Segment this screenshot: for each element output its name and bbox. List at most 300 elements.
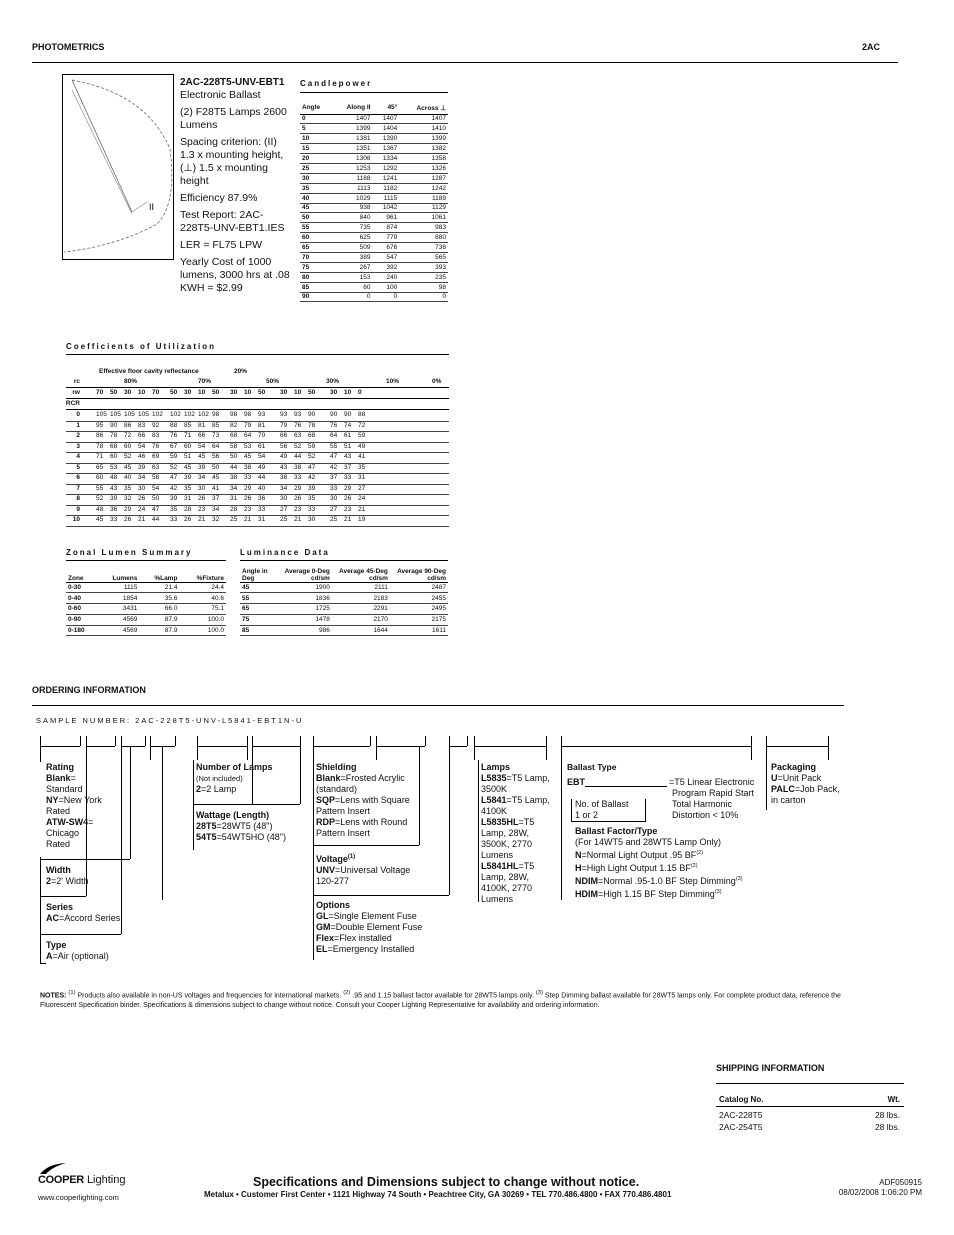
candlepower-cell: 1399: [332, 124, 372, 134]
cu-rw-value: 30: [230, 389, 238, 396]
candlepower-cell: 100: [372, 282, 399, 292]
cu-cell: 64: [244, 432, 252, 439]
option-line: [46, 795, 126, 806]
zonal-row: [66, 593, 226, 604]
option-desc: =2 Lamp: [201, 784, 237, 794]
cu-rcr-value: 7: [76, 484, 80, 492]
option-desc: =Lens with Round: [335, 817, 408, 827]
cu-cell: 34: [230, 484, 238, 492]
address: Metalux • Customer First Center • 1121 Highway 74 South • Peachtree City, GA 30269 • TEL 770.486.4800 • FAX 770.486.4801: [204, 1190, 672, 1199]
cu-cell: 39: [198, 463, 206, 471]
connector-line: [40, 859, 130, 860]
luminance-cell: 2487: [390, 582, 448, 593]
cu-rc-value: 50%: [266, 378, 280, 385]
header-rule: [32, 62, 898, 63]
option-code: AC: [46, 913, 59, 923]
cu-cell: 93: [280, 411, 288, 418]
zonal-cell: 87.9: [139, 625, 179, 636]
ballast-factor-line: [575, 874, 775, 887]
connector-line: [313, 746, 314, 760]
cu-cell: 35: [124, 484, 132, 492]
option-line: [46, 784, 126, 795]
candlepower-cell: 0: [372, 292, 399, 302]
zonal-title: Zonal Lumen Summary: [66, 548, 193, 557]
cu-cell: 21: [358, 505, 366, 513]
candlepower-row: [300, 144, 448, 154]
option-line: [481, 839, 553, 850]
luminance-cell: 1644: [332, 625, 390, 636]
block-title-text: Voltage: [316, 854, 348, 864]
option-code: NY: [46, 795, 59, 805]
candlepower-cell: 85: [300, 282, 332, 292]
candlepower-row: [300, 124, 448, 134]
cu-cell: 86: [124, 421, 132, 429]
cu-rcr-value: 10: [72, 516, 80, 523]
connector-line: [197, 736, 198, 746]
option-code: UNV: [316, 865, 336, 875]
connector-line: [474, 736, 475, 746]
option-line: [316, 911, 446, 922]
cu-cell: 59: [358, 432, 366, 439]
connector-line: [751, 736, 752, 746]
ballast-desc-line: Total Harmonic: [672, 799, 733, 809]
cu-cell: 33: [258, 505, 266, 513]
luminance-title: Luminance Data: [240, 548, 330, 557]
option-line: [196, 821, 306, 832]
cu-cell: 55: [96, 484, 104, 492]
cu-cell: 93: [294, 411, 302, 418]
cu-rw-value: 0: [358, 389, 362, 396]
luminance-cell: 2183: [332, 593, 390, 604]
cu-cell: 68: [308, 432, 316, 439]
option-code: NDIM: [575, 876, 598, 886]
candlepower-cell: 565: [399, 252, 448, 262]
connector-line: [313, 746, 370, 747]
cu-cell: 52: [294, 442, 302, 450]
option-desc: =Frosted Acrylic: [340, 773, 405, 783]
cu-cell: 37: [212, 495, 220, 502]
cu-cell: 45: [212, 474, 220, 481]
cu-cell: 50: [212, 463, 220, 471]
candlepower-cell: 1334: [372, 154, 399, 164]
candlepower-cell: 267: [332, 262, 372, 272]
candlepower-cell: 961: [372, 213, 399, 223]
cu-rw-value: 30: [124, 389, 132, 396]
document-id: ADF050915: [879, 1178, 922, 1187]
option-code: L5835HL: [481, 817, 519, 827]
footnote-ref: (3): [714, 889, 722, 895]
ballast-code: EBT: [567, 777, 585, 787]
cu-cell: 26: [244, 495, 252, 502]
luminance-header: Average 45-Deg cd/sm: [332, 560, 390, 582]
candlepower-header: Along II: [332, 102, 372, 114]
option-line: [196, 784, 306, 795]
block-title-text: Options: [316, 900, 350, 910]
packaging-block: [771, 762, 851, 806]
candlepower-cell: 60: [300, 233, 332, 243]
cu-cell: 33: [170, 516, 178, 523]
option-code: RDP: [316, 817, 336, 827]
option-desc: =Double Element Fuse: [330, 922, 423, 932]
option-code: A: [46, 951, 53, 961]
cu-cell: 102: [184, 411, 195, 418]
block-title: [46, 940, 176, 951]
zonal-row: [66, 582, 226, 593]
cu-cell: 26: [344, 495, 352, 502]
candlepower-cell: 10: [300, 134, 332, 144]
wattage-block: [196, 810, 306, 843]
candlepower-cell: 1407: [332, 114, 372, 124]
cu-cell: 47: [308, 463, 316, 471]
candlepower-cell: 1029: [332, 193, 372, 203]
zonal-cell: 87.9: [139, 614, 179, 625]
block-title-text: Packaging: [771, 762, 817, 772]
cu-cell: 47: [330, 453, 338, 460]
zonal-cell: 66.0: [139, 604, 179, 615]
cu-cell: 53: [244, 442, 252, 450]
note-ref: (1): [68, 990, 76, 996]
luminance-cell: 1478: [276, 614, 332, 625]
zonal-row: [66, 614, 226, 625]
option-desc: =T5: [518, 817, 535, 827]
cu-cell: 30: [308, 516, 316, 523]
cu-rcr-value: 4: [76, 453, 80, 460]
ballast-count-title: No. of Ballast: [575, 799, 629, 809]
rating-block: [46, 762, 126, 850]
option-desc: =Normal .95-1.0 BF Step Dimming: [598, 876, 736, 886]
cu-cell: 33: [294, 474, 302, 481]
option-desc: =Lens with Square: [335, 795, 410, 805]
option-desc: =2' Width: [51, 876, 89, 886]
option-line: [481, 817, 553, 828]
note-text: Step Dimming ballast available for 28WT5 lamps only. For complete product data, reference the Fluorescent Specification binder. Specifications & dimensions subject to change without notice. Consult your Cooper Lighting Representative for availability and ordering information.: [40, 992, 841, 1010]
luminance-cell: 1900: [276, 582, 332, 593]
cu-cell: 83: [138, 421, 146, 429]
connector-line: [145, 736, 146, 746]
block-title: [316, 762, 416, 773]
cu-cell: 64: [330, 432, 338, 439]
candlepower-header: Angle: [300, 102, 332, 114]
cu-cell: 36: [258, 495, 266, 502]
candlepower-cell: 20: [300, 154, 332, 164]
cu-cell: 90: [344, 411, 352, 418]
document-date: 08/02/2008 1:06:20 PM: [838, 1188, 922, 1197]
connector-line: [313, 736, 314, 746]
candlepower-row: [300, 114, 448, 124]
cu-cell: 71: [96, 453, 104, 460]
luminance-cell: 1725: [276, 604, 332, 615]
option-code: L5841: [481, 795, 507, 805]
option-line: [46, 951, 176, 962]
candlepower-cell: 1358: [399, 154, 448, 164]
option-line: [481, 850, 553, 861]
connector-line: [561, 746, 562, 900]
cu-cell: 38: [294, 463, 302, 471]
candlepower-cell: 1367: [372, 144, 399, 154]
cu-cell: 82: [230, 421, 238, 429]
cu-cell: 23: [344, 505, 352, 513]
cu-cell: 31: [358, 474, 366, 481]
candlepower-cell: 5: [300, 124, 332, 134]
connector-line: [115, 736, 116, 746]
cu-rcr-value: 3: [76, 442, 80, 450]
cu-cell: 35: [308, 495, 316, 502]
candlepower-cell: 1189: [399, 193, 448, 203]
cu-rw-value: 10: [244, 389, 252, 396]
connector-line: [175, 736, 176, 746]
cu-cell: 47: [152, 505, 160, 513]
cu-cell: 25: [230, 516, 238, 523]
candlepower-cell: 1292: [372, 163, 399, 173]
candlepower-cell: 1404: [372, 124, 399, 134]
info-line: Efficiency 87.9%: [180, 192, 258, 204]
option-code: 2: [196, 784, 202, 794]
cu-title: Coefficients of Utilization: [66, 342, 216, 351]
option-code: 54T5: [196, 832, 217, 842]
candlepower-cell: 240: [372, 272, 399, 282]
option-line: [316, 922, 446, 933]
cu-cell: 54: [258, 453, 266, 460]
photometric-info: [180, 76, 292, 295]
cu-cell: 66: [138, 432, 146, 439]
cu-cell: 50: [152, 495, 160, 502]
luminance-cell: 2495: [390, 604, 448, 615]
option-desc: Lumens: [481, 850, 514, 860]
cu-cell: 43: [344, 453, 352, 460]
floor-reflectance-value: 20%: [234, 368, 248, 375]
cu-cell: 69: [152, 453, 160, 460]
candlepower-cell: 509: [332, 243, 372, 253]
cu-cell: 21: [138, 516, 146, 523]
product-code: 2AC: [862, 42, 881, 52]
ordering-rule: [32, 705, 844, 706]
option-line: [771, 773, 851, 784]
cu-cell: 45: [198, 453, 206, 460]
option-code: EL: [316, 944, 328, 954]
ballast-block: [567, 762, 767, 899]
candlepower-cell: 80: [300, 272, 332, 282]
ballast-count: [571, 799, 646, 822]
cu-cell: 56: [280, 442, 288, 450]
candlepower-cell: 55: [300, 223, 332, 233]
option-code: 2: [46, 876, 52, 886]
cu-cell: 45: [124, 463, 132, 471]
cu-cell: 68: [110, 442, 118, 450]
connector-line: [150, 736, 151, 746]
luminance-cell: 2170: [332, 614, 390, 625]
connector-line: [370, 736, 371, 746]
cu-cell: 26: [138, 495, 146, 502]
cu-cell: 68: [230, 432, 238, 439]
cu-cell: 54: [198, 442, 206, 450]
candlepower-cell: 235: [399, 272, 448, 282]
connector-line: [546, 736, 547, 746]
cu-cell: 33: [244, 474, 252, 481]
cu-cell: 70: [258, 432, 266, 439]
cu-cell: 64: [212, 442, 220, 450]
candlepower-row: [300, 134, 448, 144]
connector-line: [300, 736, 301, 746]
zonal-cell: 0-40: [66, 593, 97, 604]
cu-cell: 63: [152, 463, 160, 471]
option-desc: =54WT5HO (48"): [216, 832, 286, 842]
candlepower-cell: 779: [372, 233, 399, 243]
option-line: [316, 773, 416, 784]
cu-cell: 26: [124, 516, 132, 523]
ballast-desc-line: =T5 Linear Electronic: [669, 777, 755, 787]
cu-cell: 38: [244, 463, 252, 471]
cu-cell: 67: [170, 442, 178, 450]
zonal-cell: 24.4: [179, 582, 226, 593]
candlepower-cell: 1129: [399, 203, 448, 213]
cu-cell: 29: [124, 505, 132, 513]
candlepower-cell: 392: [372, 262, 399, 272]
zonal-cell: 0-90: [66, 614, 97, 625]
candlepower-cell: 874: [372, 223, 399, 233]
cu-cell: 44: [258, 474, 266, 481]
option-line: [316, 933, 446, 944]
cu-rw-value: 30: [184, 389, 192, 396]
candlepower-row: [300, 272, 448, 282]
candlepower-cell: 45: [300, 203, 332, 213]
candlepower-cell: 1407: [399, 114, 448, 124]
cu-cell: 105: [138, 411, 149, 418]
zonal-cell: 1115: [97, 582, 140, 593]
cu-cell: 51: [184, 453, 192, 460]
option-line: [316, 795, 416, 806]
connector-line: [193, 760, 194, 850]
cu-rw-value: 10: [344, 389, 352, 396]
candlepower-cell: 735: [332, 223, 372, 233]
block-title-text: Series: [46, 902, 74, 912]
candlepower-cell: 60: [332, 282, 372, 292]
zonal-cell: 0-60: [66, 604, 97, 615]
option-desc: =Accord Series: [59, 913, 121, 923]
cu-cell: 72: [358, 421, 366, 429]
info-line: Yearly Cost of 1000 lumens, 3000 hrs at .08 KWH = $2.99: [180, 256, 290, 294]
option-desc: Pattern Insert: [316, 806, 371, 816]
cu-cell: 58: [230, 442, 238, 450]
cu-cell: 34: [198, 474, 206, 481]
connector-line: [86, 736, 87, 746]
cu-cell: 27: [330, 505, 338, 513]
option-desc: Pattern Insert: [316, 828, 371, 838]
zonal-header: %Lamp: [139, 570, 179, 582]
block-subtitle: (Not included): [196, 774, 243, 783]
zonal-cell: 3431: [97, 604, 140, 615]
option-desc: =Normal Light Output .95 BF: [581, 850, 697, 860]
cu-cell: 43: [280, 463, 288, 471]
cu-cell: 41: [212, 484, 220, 492]
luminance-cell: 85: [240, 625, 276, 636]
connector-line: [247, 736, 248, 746]
cu-cell: 28: [230, 505, 238, 513]
option-code: U: [771, 773, 778, 783]
candlepower-row: [300, 292, 448, 302]
cu-cell: 49: [280, 453, 288, 460]
option-desc: Lamp, 28W,: [481, 828, 530, 838]
connector-line: [40, 934, 121, 935]
luminance-cell: 55: [240, 593, 276, 604]
cu-rcr-value: 8: [76, 495, 80, 502]
note-ref: (3): [535, 990, 543, 996]
luminance-cell: 2455: [390, 593, 448, 604]
connector-line: [252, 746, 300, 747]
option-line: [481, 795, 553, 806]
option-desc: =Unit Pack: [777, 773, 822, 783]
cu-cell: 21: [198, 516, 206, 523]
zonal-row: [66, 625, 226, 636]
zonal-cell: 100.0: [179, 614, 226, 625]
cu-cell: 32: [212, 516, 220, 523]
cu-cell: 52: [96, 495, 104, 502]
cu-cell: 53: [110, 463, 118, 471]
cu-cell: 24: [358, 495, 366, 502]
option-desc: Rated: [46, 839, 71, 849]
shipping-row: 2AC-254T5: [719, 1122, 763, 1132]
connector-line: [40, 736, 41, 746]
ordering-title: ORDERING INFORMATION: [32, 685, 146, 695]
width-block: [46, 865, 130, 887]
cu-cell: 105: [96, 411, 107, 418]
cu-rw-value: 70: [152, 389, 160, 396]
cu-cell: 60: [184, 442, 192, 450]
cu-cell: 88: [358, 411, 366, 418]
block-title: [771, 762, 851, 773]
connector-line: [40, 857, 41, 963]
connector-line: [40, 963, 46, 964]
candlepower-cell: 1308: [332, 154, 372, 164]
option-desc: Lumens: [481, 894, 514, 904]
candlepower-header: 45°: [372, 102, 399, 114]
cu-cell: 48: [96, 505, 104, 513]
cu-cell: 46: [138, 453, 146, 460]
cu-rw-value: 30: [330, 389, 338, 396]
ballast-desc-line: Program Rapid Start: [672, 788, 755, 798]
ballast-title: Ballast Type: [567, 762, 617, 772]
connector-line: [419, 746, 420, 845]
connector-line: [130, 746, 131, 859]
connector-line: [80, 736, 81, 746]
notes-label: NOTES:: [40, 992, 67, 1000]
cu-rw-value: 50: [258, 389, 266, 396]
candlepower-cell: 1381: [332, 134, 372, 144]
connector-line: [40, 746, 41, 762]
cu-rc-label: rc: [73, 378, 80, 385]
connector-line: [449, 736, 450, 746]
option-code: Blank: [316, 773, 341, 783]
cu-cell: 81: [258, 421, 266, 429]
cu-cell: 38: [230, 474, 238, 481]
luminance-table: [240, 560, 448, 636]
connector-line: [247, 746, 248, 760]
candlepower-cell: 0: [399, 292, 448, 302]
cu-cell: 52: [308, 453, 316, 460]
cu-rw-value: 10: [198, 389, 206, 396]
note-text: .95 and 1.15 ballast factor available for 28WT5 lamps only.: [350, 992, 536, 1000]
option-line: [481, 784, 553, 795]
cu-cell: 34: [280, 484, 288, 492]
cu-cell: 39: [138, 463, 146, 471]
cu-cell: 59: [308, 442, 316, 450]
candlepower-header: Across ⊥: [399, 102, 448, 114]
website-link[interactable]: www.cooperlighting.com: [38, 1193, 119, 1202]
option-code: PALC: [771, 784, 795, 794]
candlepower-cell: 880: [399, 233, 448, 243]
option-line: [316, 784, 416, 795]
cu-cell: 66: [280, 432, 288, 439]
candlepower-row: [300, 252, 448, 262]
